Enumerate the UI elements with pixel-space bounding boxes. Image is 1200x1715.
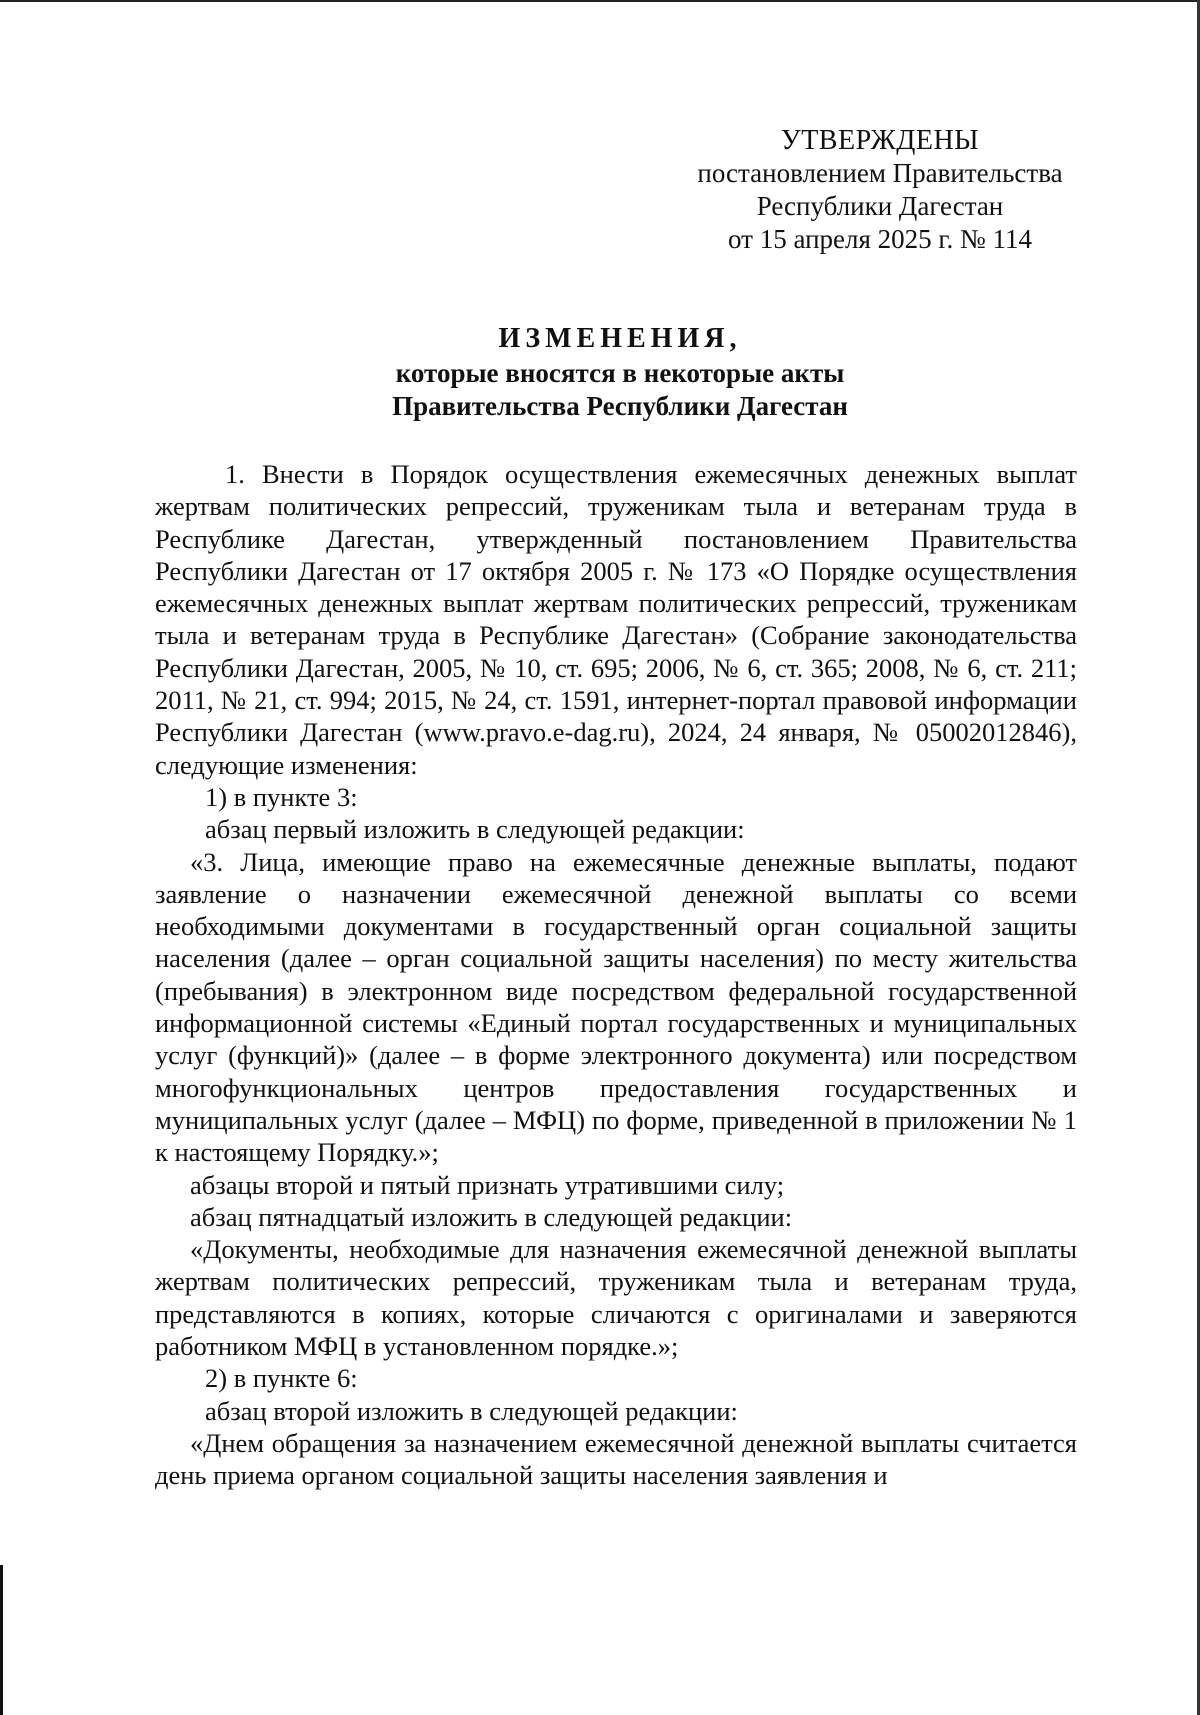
approval-stamp [660,124,1100,256]
approval-heading: УТВЕРЖДЕНЫ [780,125,980,156]
paragraph-quote-documents: «Документы, необходимые для назначения ежемесячной денежной выплаты жертвам политических репрессий, труженикам тыла и ветеранам труда, представляются в копиях, которые сличаются с оригиналами и заверяются работником МФЦ в установленном порядке.»; [155,1234,1077,1362]
paragraph-instruction: абзац второй изложить в следующей редакции: [205,1395,738,1426]
paragraph-subitem-2: 2) в пункте 6: [205,1363,358,1394]
paragraph-quote-clause-3: «3. Лица, имеющие право на ежемесячные денежные выплаты, подают заявление о назначении ежемесячной денежной выплаты со всеми необходимыми документами в государственный орган социальной защиты населения (далее – орган социальной защиты населения) по месту жительства (пребывания) в электронном виде посредством федеральной государственной информационной системы «Единый портал государственных и муниципальных услуг (функций)» (далее – в форме электронного документа) или посредством многофункциональных центров предоставления государственных и муниципальных услуг (далее – МФЦ) по форме, приведенной в приложении № 1 к настоящему Порядку.»; [155,846,1077,1168]
paragraph-item-1: 1. Внести в Порядок осуществления ежемесячных денежных выплат жертвам политических репрессий, труженикам тыла и ветеранам труда в Республике Дагестан, утвержденный постановлением Правительства Республики Дагестан от 17 октября 2005 г. № 173 «О Порядке осуществления ежемесячных денежных выплат жертвам политических репрессий, труженикам тыла и ветеранам труда в Республике Дагестан» (Собрание законодательства Республики Дагестан, 2005, № 10, ст. 695; 2006, № 6, ст. 365; 2008, № 6, ст. 211; 2011, № 21, ст. 994; 2015, № 24, ст. 1591, интернет-портал правовой информации Республики Дагестан (www.pravo.e-dag.ru), 2024, 24 января, № 05002012846), следующие изменения: [155,459,1077,780]
title-subtitle-2: Правительства Республики Дагестан [392,391,848,421]
approval-line-resolution: постановлением Правительства [697,158,1063,188]
paragraph-subitem-1: 1) в пункте 3: [205,781,358,812]
paragraph-instruction: абзац первый изложить в следующей редакции: [205,814,745,845]
scan-border-top [0,0,1200,2]
approval-line-republic: Республики Дагестан [756,191,1004,221]
paragraph-instruction: абзацы второй и пятый признать утратившими силу; [190,1169,785,1200]
approval-line-date: от 15 апреля 2025 г. № 114 [728,224,1032,254]
scan-border-left [0,1565,3,1715]
paragraph-quote-application-day: «Днем обращения за назначением ежемесячной денежной выплаты считается день приема органом социальной защиты населения заявления и [155,1427,1077,1491]
document-title [300,321,940,423]
title-subtitle-1: которые вносятся в некоторые акты [395,358,845,388]
document-body [155,458,1077,1492]
paragraph-instruction: абзац пятнадцатый изложить в следующей редакции: [190,1201,793,1232]
title-main: ИЗМЕНЕНИЯ, [498,323,742,354]
